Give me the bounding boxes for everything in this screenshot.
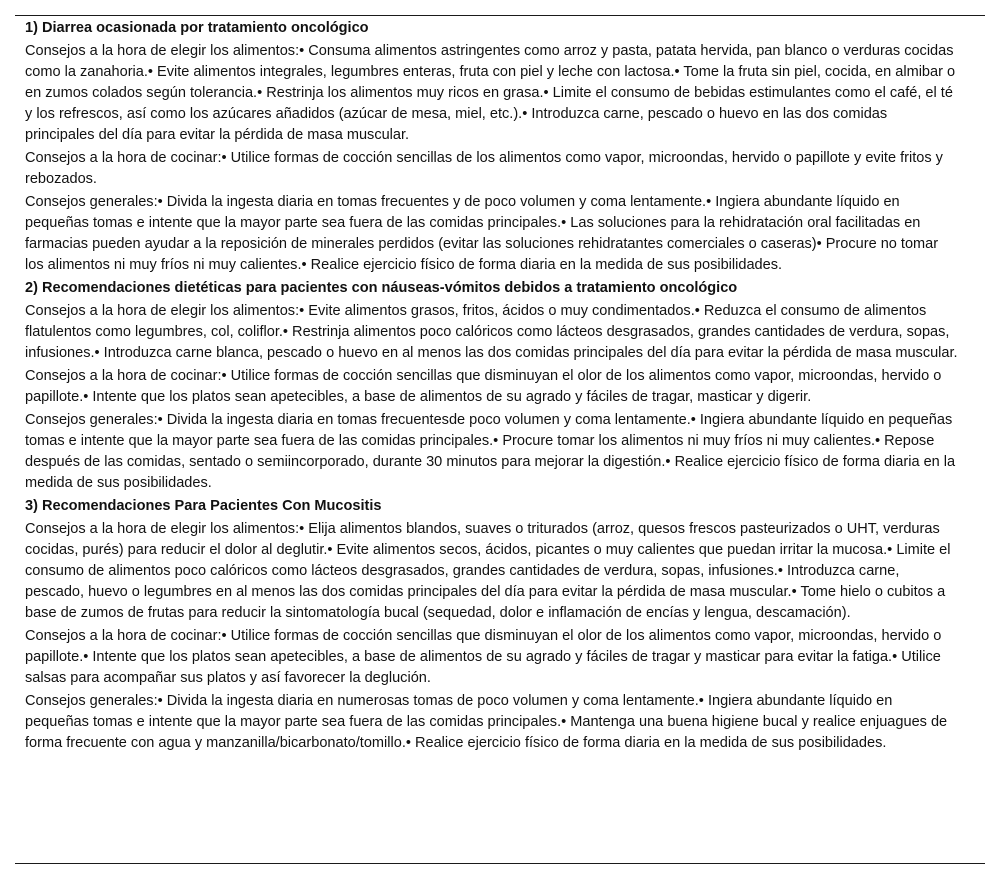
nausea-cooking-advice: Consejos a la hora de cocinar:• Utilice formas de cocción sencillas que disminuyan el olor de los alimentos como vapor, microondas, hervido o papillote.• Intente que los platos sean apetecibles, a base de alimentos de su agrado y fáciles de tragar, masticar y digerir. (25, 368, 942, 405)
mucositis-general-advice: Consejos generales:• Divida la ingesta diaria en numerosas tomas de poco volumen y coma lentamente.• Ingiera abundante líquido en pequeñas tomas e intente que la mayor parte sea fuera de las comidas principales.• Mantenga una buena higiene bucal y realice enjuagues de forma frecuente con agua y manzanilla/bicarbonato/tomillo.• Realice ejercicio físico de forma diaria en la medida de sus posibilidades. (25, 693, 948, 751)
table-content (25, 16, 960, 754)
nausea-general-advice: Consejos generales:• Divida la ingesta diaria en tomas frecuentesde poco volumen y coma lentamente.• Ingiera abundante líquido en pequeñas tomas e intente que la mayor parte sea fuera de las comidas principales.• Procure tomar los alimentos ni muy fríos ni muy calientes.• Repose después de las comidas, sentado o semiincorporado, durante 30 minutos para mejorar la digestión.• Realice ejercicio físico de forma diaria en la medida de sus posibilidades. (25, 412, 956, 491)
diarrhea-food-choice-advice: Consejos a la hora de elegir los alimentos:• Consuma alimentos astringentes como arroz y pasta, patata hervida, pan blanco o verduras cocidas como la zanahoria.• Evite alimentos integrales, legumbres enteras, fruta con piel y leche con lactosa.• Tome la fruta sin piel, cocida, en almibar o en zumos colados según tolerancia.• Restrinja los alimentos muy ricos en grasa.• Limite el consumo de bebidas estimulantes como el café, el té y los refrescos, así como los azúcares añadidos (azúcar de mesa, miel, etc.).• Introduzca carne, pescado o huevo en las dos comidas principales del día para evitar la pérdida de masa muscular. (25, 43, 956, 143)
section-title-diarrhea: 1) Diarrea ocasionada por tratamiento oncológico (25, 20, 369, 36)
mucositis-food-choice-advice: Consejos a la hora de elegir los alimentos:• Elija alimentos blandos, suaves o triturados (arroz, quesos frescos pasteurizados o UHT, verduras cocidas, purés) para reducir el dolor al deglutir.• Evite alimentos secos, ácidos, picantes o muy calientes que puedan irritar la mucosa.• Limite el consumo de alimentos poco calóricos como lácteos desgrasados, grandes cantidades de verdura, sopas, infusiones.• Introduzca carne, pescado, huevo o legumbres en al menos las dos comidas principales del día para evitar la pérdida de masa muscular.• Tome hielo o cubitos a base de zumos de frutas para reducir la sintomatología bucal (sequedad, dolor e inflamación de encías y lengua, descamación). (25, 521, 951, 621)
mucositis-cooking-advice: Consejos a la hora de cocinar:• Utilice formas de cocción sencillas que disminuyan el olor de los alimentos como vapor, microondas, hervido o papillote.• Intente que los platos sean apetecibles, a base de alimentos de su agrado y fáciles de tragar y masticar para evitar la fatiga.• Utilice salsas para acompañar sus platos y así favorecer la deglución. (25, 628, 942, 686)
section-title-nausea: 2) Recomendaciones dietéticas para pacientes con náuseas-vómitos debidos a tratamiento oncológico (25, 280, 738, 296)
diarrhea-general-advice: Consejos generales:• Divida la ingesta diaria en tomas frecuentes y de poco volumen y coma lentamente.• Ingiera abundante líquido en pequeñas tomas e intente que la mayor parte sea fuera de las comidas principales.• Las soluciones para la rehidratación oral facilitadas en farmacias pueden ayudar a la reposición de minerales perdidos (evitar las soluciones rehidratantes comerciales o caseras)• Procure no tomar los alimentos ni muy fríos ni muy calientes.• Realice ejercicio físico de forma diaria en la medida de sus posibilidades. (25, 194, 939, 273)
section-title-mucositis: 3) Recomendaciones Para Pacientes Con Mucositis (25, 498, 382, 514)
recommendations-table (15, 15, 985, 864)
nausea-food-choice-advice: Consejos a la hora de elegir los alimentos:• Evite alimentos grasos, fritos, ácidos o muy condimentados.• Reduzca el consumo de alimentos flatulentos como legumbres, col, coliflor.• Restrinja alimentos poco calóricos como lácteos desgrasados, grandes cantidades de verdura, sopas, infusiones.• Introduzca carne blanca, pescado o huevo en al menos las dos comidas principales del día para evitar la pérdida de masa muscular. (25, 303, 958, 361)
diarrhea-cooking-advice: Consejos a la hora de cocinar:• Utilice formas de cocción sencillas de los alimentos como vapor, microondas, hervido o papillote y evite fritos y rebozados. (25, 150, 943, 187)
